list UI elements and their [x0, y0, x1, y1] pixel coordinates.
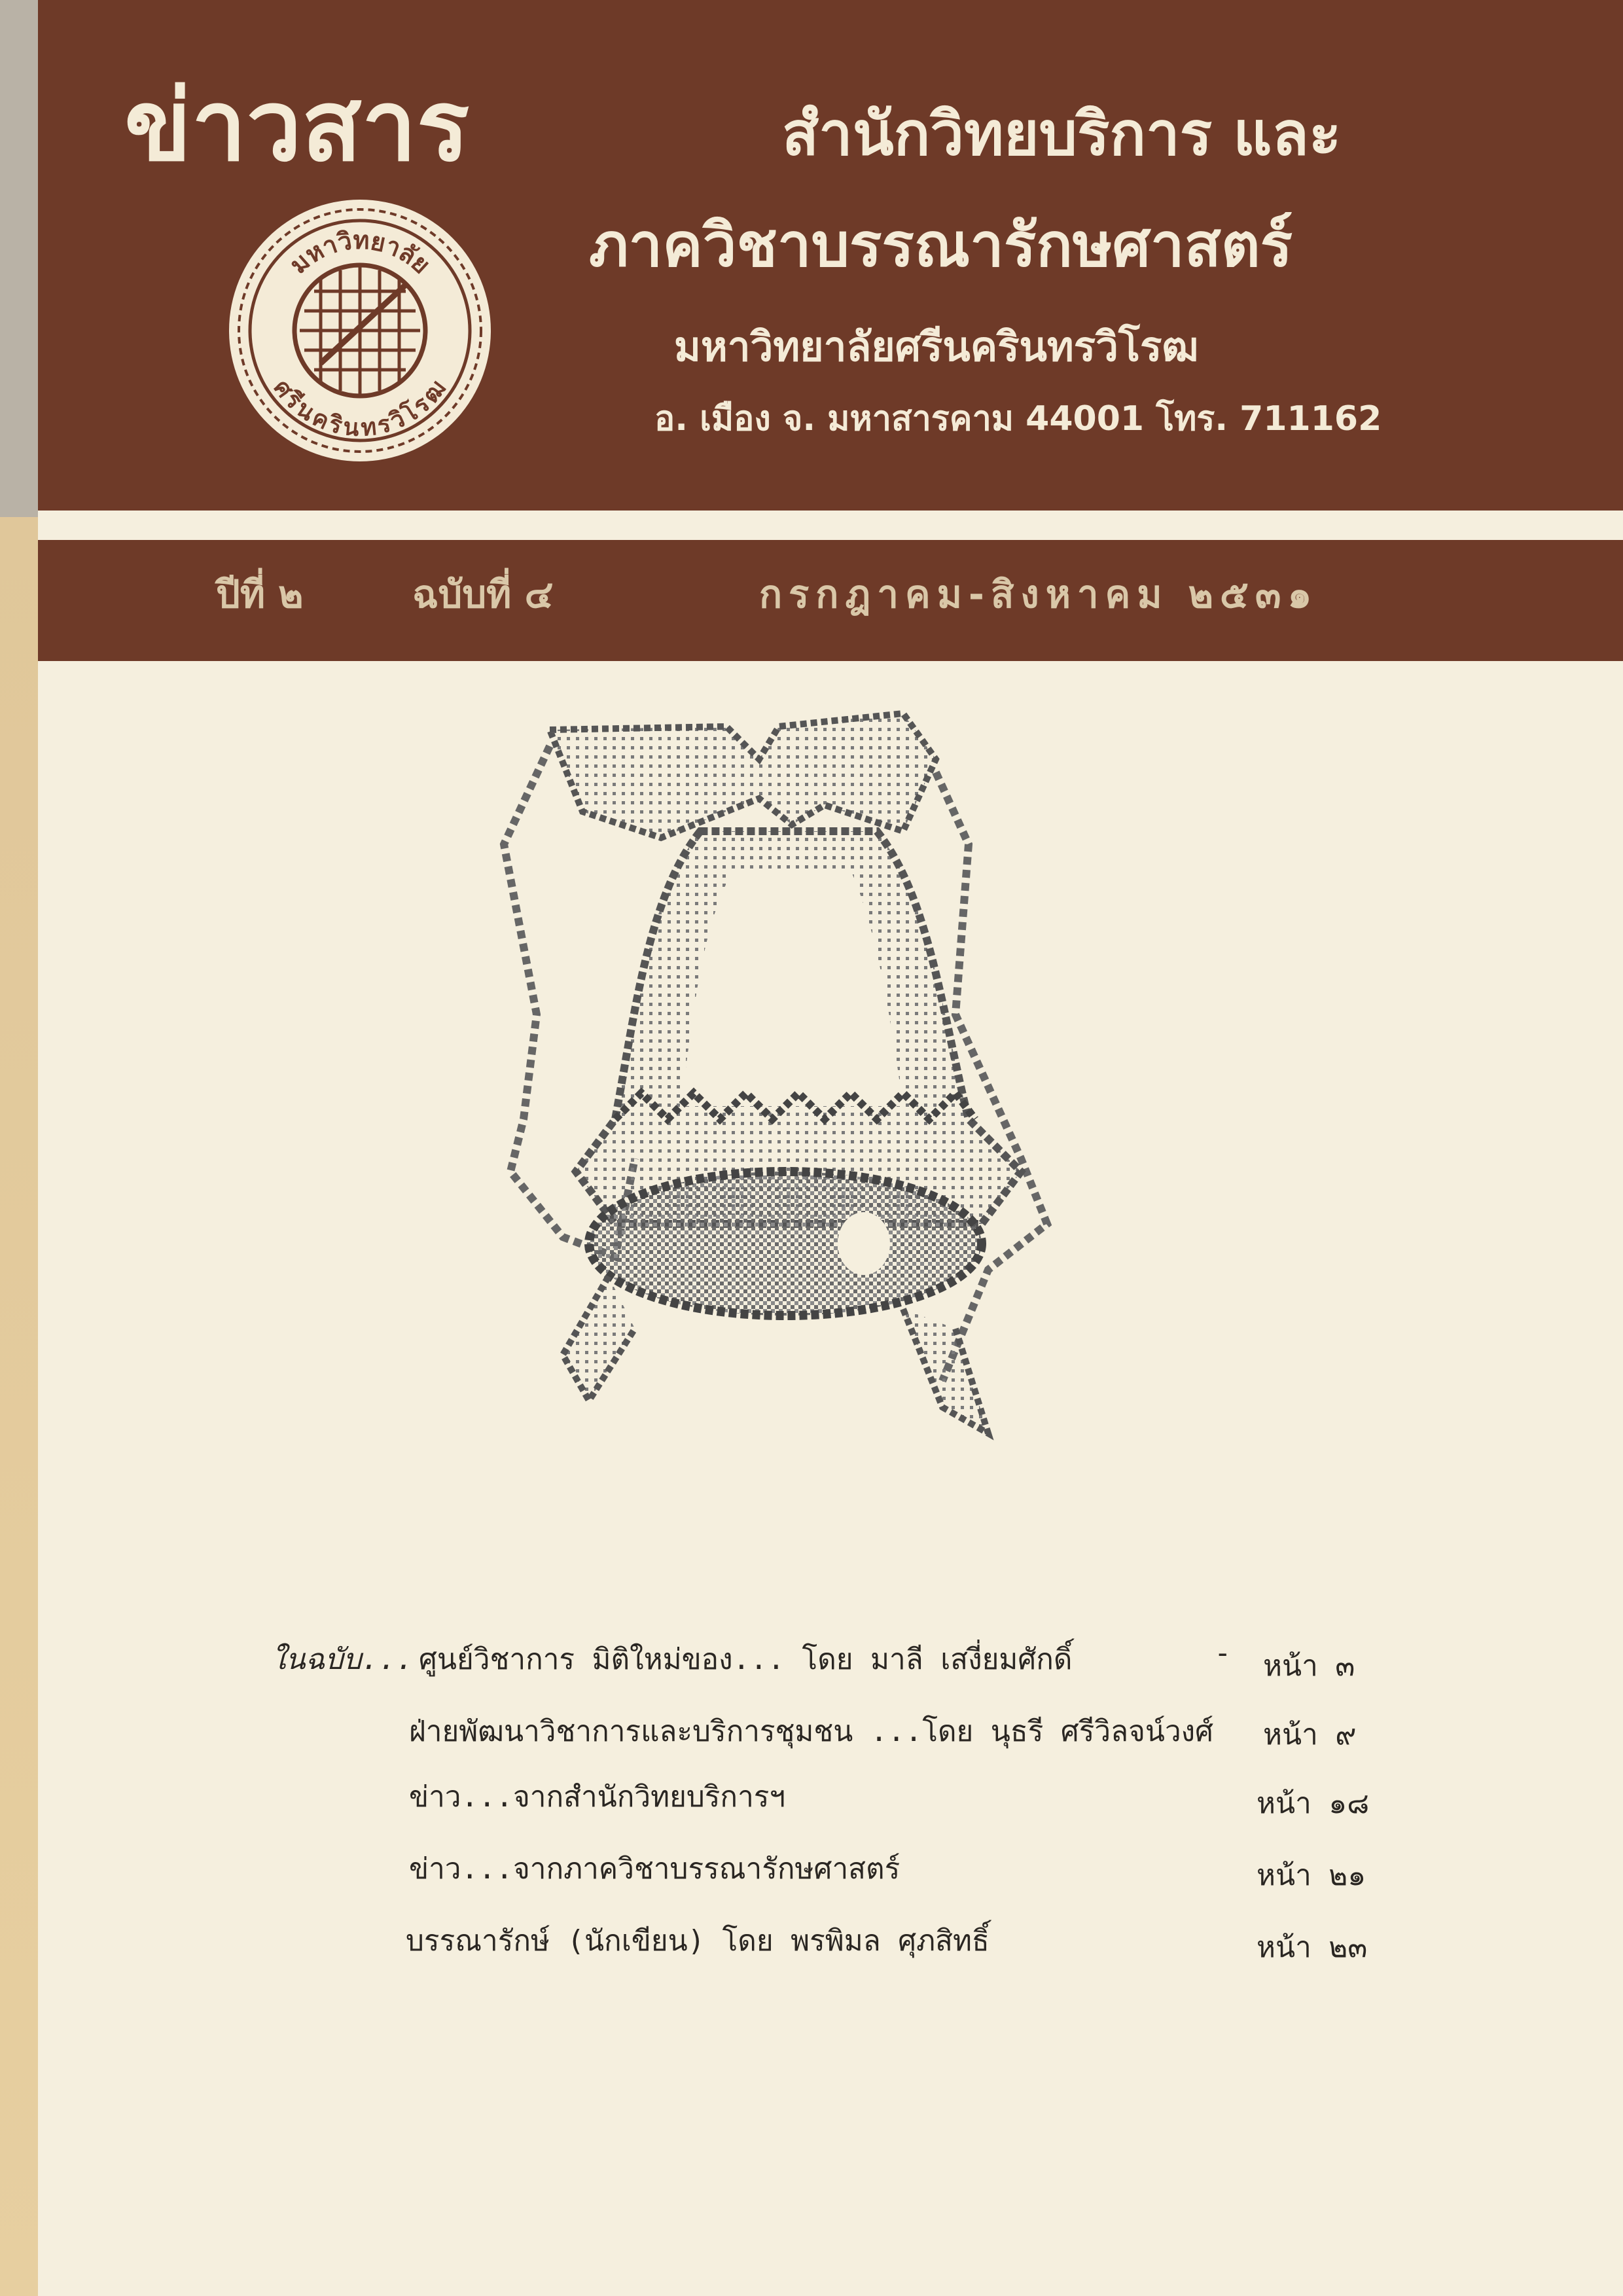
toc-lead: ในฉบับ... — [272, 1643, 414, 1676]
toc-item-title: ฝ่ายพัฒนาวิชาการและบริการชุมชน ...โดย นุธรี ศรีวิลจน์วงศ์ — [409, 1715, 1214, 1748]
university-name: มหาวิทยาลัยศรีนครินทรวิโรฒ — [674, 323, 1199, 370]
issue-year: ปีที่ ๒ — [216, 572, 304, 617]
toc-item-title: ข่าว...จากภาควิชาบรรณารักษศาสตร์ — [409, 1852, 901, 1886]
issue-period: กรกฎาคม-สิงหาคม ๒๕๓๑ — [759, 572, 1319, 617]
toc-item-title: ศูนย์วิชาการ มิติใหม่ของ... โดย มาลี เสงี่ยมศักดิ์ — [419, 1643, 1073, 1676]
toc-item-page: หน้า ๓ — [1263, 1649, 1355, 1683]
address-line: อ. เมือง จ. มหาสารคาม 44001 โทร. 711162 — [654, 399, 1382, 439]
seal-text-bottom: ศรีนครินทรวิโรฒ — [268, 374, 452, 442]
book-spine-edge — [0, 0, 38, 2296]
toc-item-page: หน้า ๒๑ — [1257, 1859, 1366, 1892]
bell-with-bow-icon — [484, 700, 1106, 1460]
seal-text-top: มหาวิทยาลัย — [284, 225, 437, 279]
toc-item-page: หน้า ๑๘ — [1257, 1787, 1370, 1820]
newsletter-title: ข่าวสาร — [124, 69, 470, 183]
university-seal-icon — [223, 193, 497, 468]
toc-item-page: หน้า ๙ — [1263, 1718, 1357, 1751]
toc-item-title: บรรณารักษ์ (นักเขียน) โดย พรพิมล ศุภสิทธิ์ — [406, 1924, 990, 1958]
toc-item-title: ข่าว...จากสำนักวิทยบริการฯ — [409, 1780, 786, 1814]
header-gap — [38, 511, 1623, 540]
toc-dash: - — [1214, 1636, 1232, 1670]
org-line-2: ภาควิชาบรรณารักษศาสตร์ — [589, 210, 1293, 280]
issue-number: ฉบับที่ ๔ — [412, 572, 554, 617]
org-line-1: สำนักวิทยบริการ และ — [782, 99, 1342, 169]
toc-item-page: หน้า ๒๓ — [1257, 1931, 1368, 1964]
